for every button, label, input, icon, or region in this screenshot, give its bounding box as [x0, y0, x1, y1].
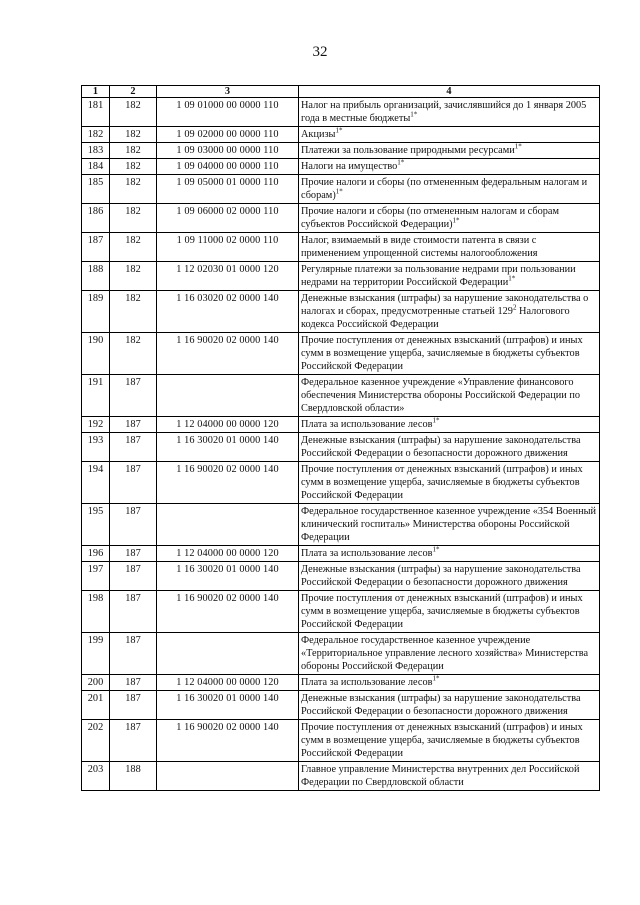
table-row	[82, 98, 600, 127]
description-text-continued: Налогового кодекса Российской Федерации	[301, 306, 570, 330]
revenue-code-cell: 1 16 30020 01 0000 140	[157, 691, 299, 720]
administrator-code-cell: 182	[110, 143, 157, 159]
administrator-code-cell: 182	[110, 127, 157, 143]
table-row	[82, 591, 600, 633]
administrator-code-cell: 182	[110, 204, 157, 233]
table-row	[82, 675, 600, 691]
revenue-code-cell: 1 16 30020 01 0000 140	[157, 562, 299, 591]
description-cell	[299, 333, 600, 375]
administrator-code-cell: 182	[110, 333, 157, 375]
footnote-mark: 1*	[397, 158, 405, 167]
description-text: Прочие налоги и сборы (по отмененным федеральным налогам и сборам)	[301, 177, 588, 201]
description-cell	[299, 562, 600, 591]
administrator-code-cell: 187	[110, 720, 157, 762]
description-cell	[299, 159, 600, 175]
description-text: Прочие налоги и сборы (по отмененным налогам и сборам субъектов Российской Федерации)	[301, 206, 559, 230]
table-row	[82, 233, 600, 262]
table-row	[82, 175, 600, 204]
description-cell	[299, 504, 600, 546]
administrator-code-cell: 187	[110, 675, 157, 691]
revenue-code-cell	[157, 375, 299, 417]
description-text: Прочие поступления от денежных взысканий (штрафов) и иных сумм в возмещение ущерба, зачисляемые в бюджеты субъектов Российской Федерации	[301, 722, 583, 759]
row-number-cell: 203	[82, 762, 110, 791]
revenue-code-cell: 1 12 04000 00 0000 120	[157, 675, 299, 691]
table-row	[82, 691, 600, 720]
description-cell	[299, 633, 600, 675]
description-cell	[299, 175, 600, 204]
table-body	[82, 98, 600, 791]
description-cell	[299, 375, 600, 417]
administrator-code-cell: 182	[110, 98, 157, 127]
description-cell	[299, 546, 600, 562]
revenue-code-cell: 1 12 02030 01 0000 120	[157, 262, 299, 291]
administrator-code-cell: 182	[110, 233, 157, 262]
table-row	[82, 433, 600, 462]
administrator-code-cell: 182	[110, 291, 157, 333]
description-cell	[299, 417, 600, 433]
revenue-code-cell: 1 16 90020 02 0000 140	[157, 720, 299, 762]
administrator-code-cell: 182	[110, 262, 157, 291]
description-cell	[299, 262, 600, 291]
row-number-cell: 192	[82, 417, 110, 433]
footnote-mark: 1*	[508, 274, 516, 283]
table-row	[82, 333, 600, 375]
description-text: Плата за использование лесов	[301, 548, 433, 559]
table-row	[82, 762, 600, 791]
description-text: Прочие поступления от денежных взысканий (штрафов) и иных сумм в возмещение ущерба, зачисляемые в бюджеты субъектов Российской Федерации	[301, 464, 583, 501]
description-cell	[299, 433, 600, 462]
table-row	[82, 159, 600, 175]
revenue-code-cell: 1 09 01000 00 0000 110	[157, 98, 299, 127]
row-number-cell: 182	[82, 127, 110, 143]
administrator-code-cell: 182	[110, 175, 157, 204]
description-cell	[299, 204, 600, 233]
row-number-cell: 194	[82, 462, 110, 504]
description-cell	[299, 675, 600, 691]
column-header: 1	[82, 86, 110, 98]
table-row	[82, 504, 600, 546]
row-number-cell: 197	[82, 562, 110, 591]
row-number-cell: 200	[82, 675, 110, 691]
description-text: Плата за использование лесов	[301, 677, 433, 688]
description-cell	[299, 691, 600, 720]
revenue-code-cell	[157, 633, 299, 675]
revenue-code-cell: 1 16 90020 02 0000 140	[157, 591, 299, 633]
description-text: Прочие поступления от денежных взысканий (штрафов) и иных сумм в возмещение ущерба, зачисляемые в бюджеты субъектов Российской Федерации	[301, 335, 583, 372]
column-header: 3	[157, 86, 299, 98]
budget-table	[81, 85, 600, 791]
row-number-cell: 191	[82, 375, 110, 417]
description-cell	[299, 233, 600, 262]
administrator-code-cell: 187	[110, 546, 157, 562]
administrator-code-cell: 187	[110, 562, 157, 591]
administrator-code-cell: 187	[110, 633, 157, 675]
administrator-code-cell: 187	[110, 462, 157, 504]
revenue-code-cell	[157, 504, 299, 546]
row-number-cell: 189	[82, 291, 110, 333]
revenue-code-cell: 1 09 06000 02 0000 110	[157, 204, 299, 233]
row-number-cell: 185	[82, 175, 110, 204]
revenue-code-cell	[157, 762, 299, 791]
description-text: Денежные взыскания (штрафы) за нарушение законодательства о налогах и сборах, предусмотренные статьей 129	[301, 293, 589, 317]
row-number-cell: 181	[82, 98, 110, 127]
table-row	[82, 562, 600, 591]
revenue-code-cell: 1 16 30020 01 0000 140	[157, 433, 299, 462]
footnote-mark: 1*	[432, 674, 440, 683]
description-text: Регулярные платежи за пользование недрами при пользовании недрами на территории Российской Федерации	[301, 264, 576, 288]
footnote-mark: 1*	[335, 187, 343, 196]
article-superscript: 2	[512, 303, 517, 312]
table-row	[82, 262, 600, 291]
administrator-code-cell: 188	[110, 762, 157, 791]
row-number-cell: 195	[82, 504, 110, 546]
description-text: Федеральное государственное казенное учреждение «Территориальное управление лесного хозяйства» Министерства обороны Российской Федерации	[301, 635, 589, 672]
description-text: Федеральное государственное казенное учреждение «354 Военный клинический госпиталь» Министерства обороны Российской Федерации	[301, 506, 597, 543]
row-number-cell: 196	[82, 546, 110, 562]
administrator-code-cell: 187	[110, 504, 157, 546]
table-row	[82, 546, 600, 562]
table-row	[82, 204, 600, 233]
footnote-mark: 1*	[335, 126, 343, 135]
description-cell	[299, 143, 600, 159]
table-row	[82, 291, 600, 333]
table-row	[82, 720, 600, 762]
revenue-code-cell: 1 16 03020 02 0000 140	[157, 291, 299, 333]
description-cell	[299, 591, 600, 633]
footnote-mark: 1*	[410, 110, 418, 119]
table-header-row	[82, 86, 600, 98]
description-cell	[299, 291, 600, 333]
description-text: Федеральное казенное учреждение «Управление финансового обеспечения Министерства обороны Российской Федерации по Свердловской области»	[301, 377, 580, 414]
row-number-cell: 198	[82, 591, 110, 633]
description-text: Главное управление Министерства внутренних дел Российской Федерации по Свердловской области	[301, 764, 580, 788]
administrator-code-cell: 187	[110, 433, 157, 462]
description-text: Денежные взыскания (штрафы) за нарушение законодательства Российской Федерации о безопасности дорожного движения	[301, 435, 581, 459]
row-number-cell: 201	[82, 691, 110, 720]
description-cell	[299, 720, 600, 762]
revenue-code-cell: 1 09 11000 02 0000 110	[157, 233, 299, 262]
footnote-mark: 1*	[432, 416, 440, 425]
row-number-cell: 190	[82, 333, 110, 375]
table-row	[82, 375, 600, 417]
table-row	[82, 462, 600, 504]
revenue-code-cell: 1 09 02000 00 0000 110	[157, 127, 299, 143]
row-number-cell: 193	[82, 433, 110, 462]
table-row	[82, 143, 600, 159]
description-text: Налоги на имущество	[301, 161, 398, 172]
administrator-code-cell: 187	[110, 691, 157, 720]
description-text: Налог, взимаемый в виде стоимости патента в связи с применением упрощенной системы налогообложения	[301, 235, 538, 259]
revenue-code-cell: 1 16 90020 02 0000 140	[157, 462, 299, 504]
description-text: Денежные взыскания (штрафы) за нарушение законодательства Российской Федерации о безопасности дорожного движения	[301, 564, 581, 588]
footnote-mark: 1*	[514, 142, 522, 151]
row-number-cell: 183	[82, 143, 110, 159]
row-number-cell: 188	[82, 262, 110, 291]
revenue-code-cell: 1 12 04000 00 0000 120	[157, 546, 299, 562]
administrator-code-cell: 187	[110, 417, 157, 433]
description-text: Прочие поступления от денежных взысканий (штрафов) и иных сумм в возмещение ущерба, зачисляемые в бюджеты субъектов Российской Федерации	[301, 593, 583, 630]
page-number: 32	[312, 44, 328, 60]
row-number-cell: 187	[82, 233, 110, 262]
footnote-mark: 1*	[432, 545, 440, 554]
revenue-code-cell: 1 09 05000 01 0000 110	[157, 175, 299, 204]
table-row	[82, 127, 600, 143]
description-cell	[299, 762, 600, 791]
row-number-cell: 202	[82, 720, 110, 762]
row-number-cell: 184	[82, 159, 110, 175]
column-header: 2	[110, 86, 157, 98]
description-text: Денежные взыскания (штрафы) за нарушение законодательства Российской Федерации о безопасности дорожного движения	[301, 693, 581, 717]
table-row	[82, 633, 600, 675]
description-text: Плата за использование лесов	[301, 419, 433, 430]
administrator-code-cell: 187	[110, 591, 157, 633]
row-number-cell: 186	[82, 204, 110, 233]
revenue-code-cell: 1 12 04000 00 0000 120	[157, 417, 299, 433]
table-row	[82, 417, 600, 433]
revenue-code-cell: 1 09 04000 00 0000 110	[157, 159, 299, 175]
administrator-code-cell: 182	[110, 159, 157, 175]
footnote-mark: 1*	[452, 216, 460, 225]
row-number-cell: 199	[82, 633, 110, 675]
column-header: 4	[299, 86, 600, 98]
description-text: Налог на прибыль организаций, зачислявшийся до 1 января 2005 года в местные бюджеты	[301, 100, 587, 124]
description-cell	[299, 462, 600, 504]
description-text: Акцизы	[301, 129, 336, 140]
revenue-code-cell: 1 09 03000 00 0000 110	[157, 143, 299, 159]
revenue-code-cell: 1 16 90020 02 0000 140	[157, 333, 299, 375]
description-cell	[299, 98, 600, 127]
description-cell	[299, 127, 600, 143]
administrator-code-cell: 187	[110, 375, 157, 417]
description-text: Платежи за пользование природными ресурсами	[301, 145, 515, 156]
